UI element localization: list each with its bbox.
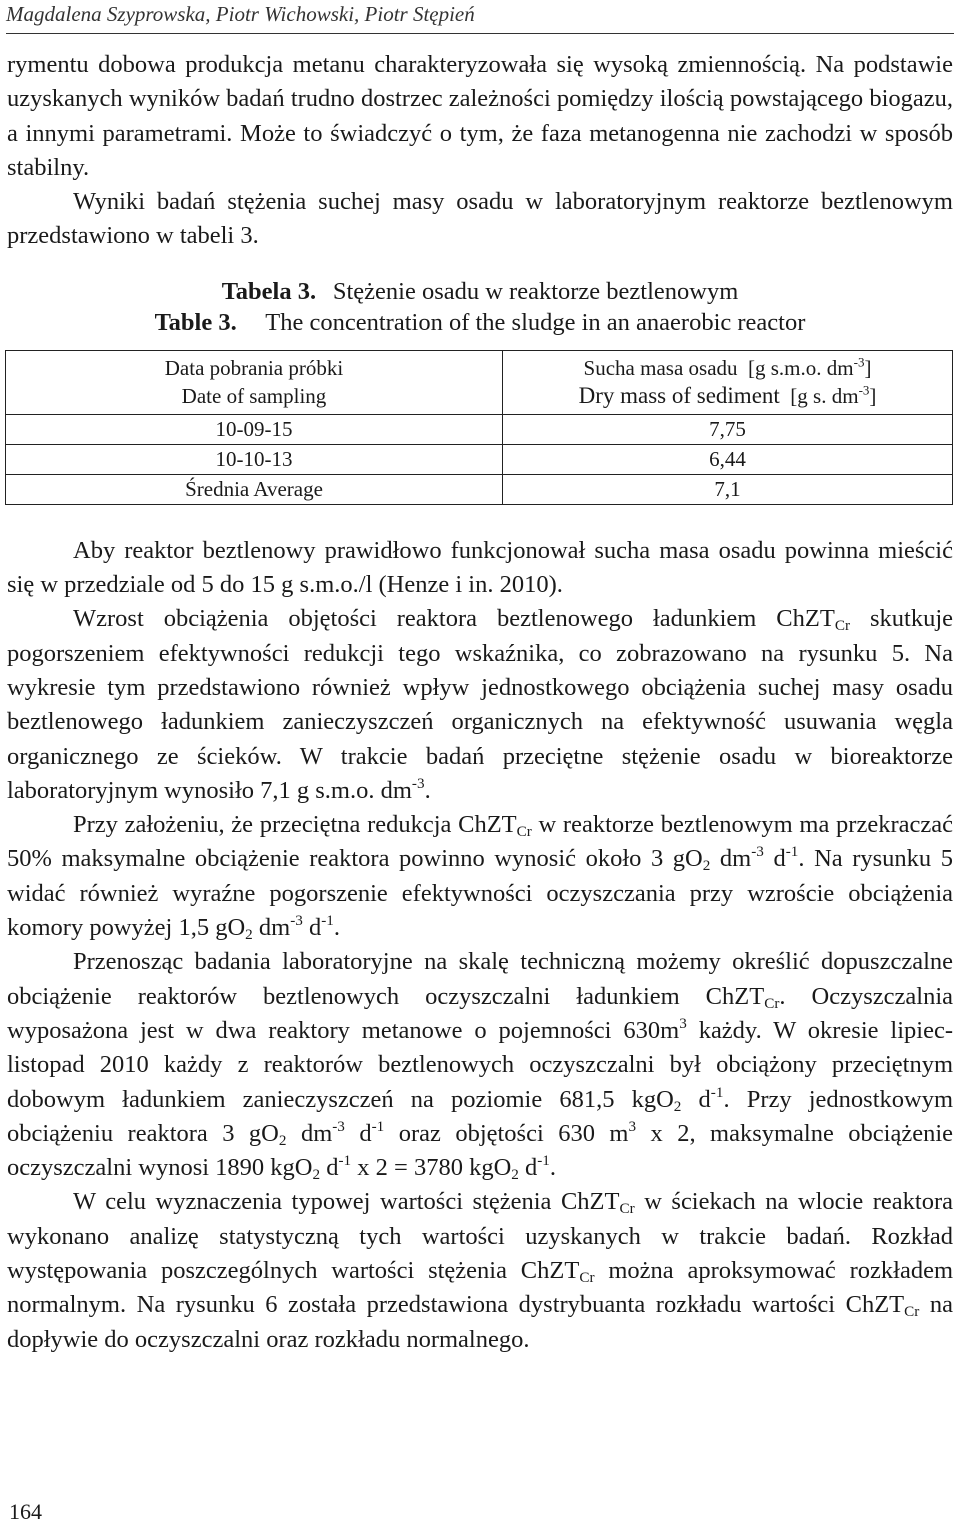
table-label-pl: Tabela 3. xyxy=(221,277,317,305)
cell-value: 6,44 xyxy=(503,444,953,474)
cell-value: 7,1 xyxy=(503,474,953,504)
table-title-pl: Stężenie osadu w reaktorze beztlenowym xyxy=(332,277,739,305)
table-row xyxy=(6,444,953,474)
paragraph-1: rymentu dobowa produkcja metanu charakteryzowała się wysoką zmiennością. Na podstawie uzyskanych wyników badań trudno dostrzec zależności pomiędzy ilością powstającego biogazu, a innymi parametrami. Może to świadczyć o tym, że faza metanogenna nie zachodzi w sposób stabilny. xyxy=(7,51,953,181)
cell-date: Średnia Average xyxy=(6,474,503,504)
table-caption-en xyxy=(7,307,953,338)
table-row-average xyxy=(6,474,953,504)
table-header-row xyxy=(6,350,953,414)
paragraph-2: Wyniki badań stężenia suchej masy osadu w laboratoryjnym reaktorze beztlenowym przedstawiono w tabeli 3. xyxy=(7,188,953,250)
cell-date: 10-10-13 xyxy=(6,444,503,474)
cell-value: 7,75 xyxy=(503,414,953,444)
table-label-en: Table 3. xyxy=(154,308,237,336)
column-header-mass-pl: Sucha masa osadu [g s.m.o. $dm^{-3}$] xyxy=(583,354,872,380)
paragraph-3: Aby reaktor beztlenowy prawidłowo funkcjonował sucha masa osadu powinna mieścić się w przedziale od 5 do 15 g s.m.o./l (Henze i in. 2010). xyxy=(7,536,953,599)
paragraph-4: Wzrost obciążenia objętości reaktora beztlenowego ładunkiem ChZT$_{Cr}$ skutkuje pogorszeniem efektywności redukcji tego wskaźnika, co zobrazowano na rysunku 5. Na wykresie tym przedstawiono również wpływ jednostkowego obciążenia suchej masy osadu beztlenowego ładunkiem zanieczyszczeń organicznych na efektywność usuwania węgla organicznego ze ścieków. W trakcie badań przeciętne stężenie osadu w bioreaktorze laboratoryjnym wynosiło 7,1 g s.m.o. $dm^{-3}$. xyxy=(7,605,954,804)
paragraph-5: Przy założeniu, że przeciętna redukcja ChZT$_{Cr}$ w reaktorze beztlenowym ma przekraczać 50% maksymalne obciążenie reaktora powinno wynosić około 3 $gO_2$ $dm^{-3}$ $d^{-1}$. Na rysunku 5 widać również wyraźne pogorszenie efektywności oczyszczania przy wzroście obciążenia komory powyżej 1,5 $gO_2$ $dm^{-3}$ $d^{-1}$. xyxy=(7,811,953,943)
running-header: Magdalena Szyprowska, Piotr Wichowski, Piotr Stępień xyxy=(6,2,475,26)
column-header-date-pl: Data pobrania próbki xyxy=(164,355,344,380)
cell-date: 10-09-15 xyxy=(6,414,503,444)
column-header-mass-en: Dry mass of sediment [g s. $dm^{-3}$] xyxy=(578,382,877,408)
data-table xyxy=(5,350,953,505)
paragraph-6: Przenosząc badania laboratoryjne na skalę techniczną możemy określić dopuszczalne obciążenie reaktorów beztlenowych oczyszczalni ładunkiem ChZT$_{Cr}$. Oczyszczalnia wyposażona jest w dwa reaktory metanowe o pojemności $630m^3$ każdy. W okresie lipiec-listopad 2010 każdy z reaktorów beztlenowych oczyszczalni był obciążony przeciętnym dobowym ładunkiem zanieczyszczeń na poziomie 681,5 kgO$_2$ $d^{-1}$. Przy jednostkowym obciążeniu reaktora 3 $gO_2$ $dm^{-3}$ $d^{-1}$ oraz objętości 630 $m^3$ x 2, maksymalne obciążenie oczyszczalni wynosi 1890 kgO$_2$ $d^{-1}$ x 2 = 3780 kgO$_2$ $d^{-1}$. xyxy=(7,948,954,1183)
table-row xyxy=(6,414,953,444)
table-caption-pl xyxy=(7,276,953,307)
page-number: 164 xyxy=(9,1499,42,1524)
column-header-date xyxy=(6,350,503,414)
body-text xyxy=(7,48,953,1357)
column-header-dry-mass xyxy=(503,350,953,414)
header-rule xyxy=(6,33,954,34)
paragraph-7: W celu wyznaczenia typowej wartości stężenia ChZT$_{Cr}$ w ściekach na wlocie reaktora wykonano analizę statystyczną tych wartości uzyskanych w trakcie badań. Rozkład występowania poszczególnych wartości stężenia ChZT$_{Cr}$ można aproksymować rozkładem normalnym. Na rysunku 6 została przedstawiona dystrybuanta rozkładu wartości ChZT$_{Cr}$ na dopływie do oczyszczalni oraz rozkładu normalnego. xyxy=(7,1188,954,1353)
column-header-date-en: Date of sampling xyxy=(181,383,327,408)
table-title-en: The concentration of the sludge in an anaerobic reactor xyxy=(265,308,806,336)
